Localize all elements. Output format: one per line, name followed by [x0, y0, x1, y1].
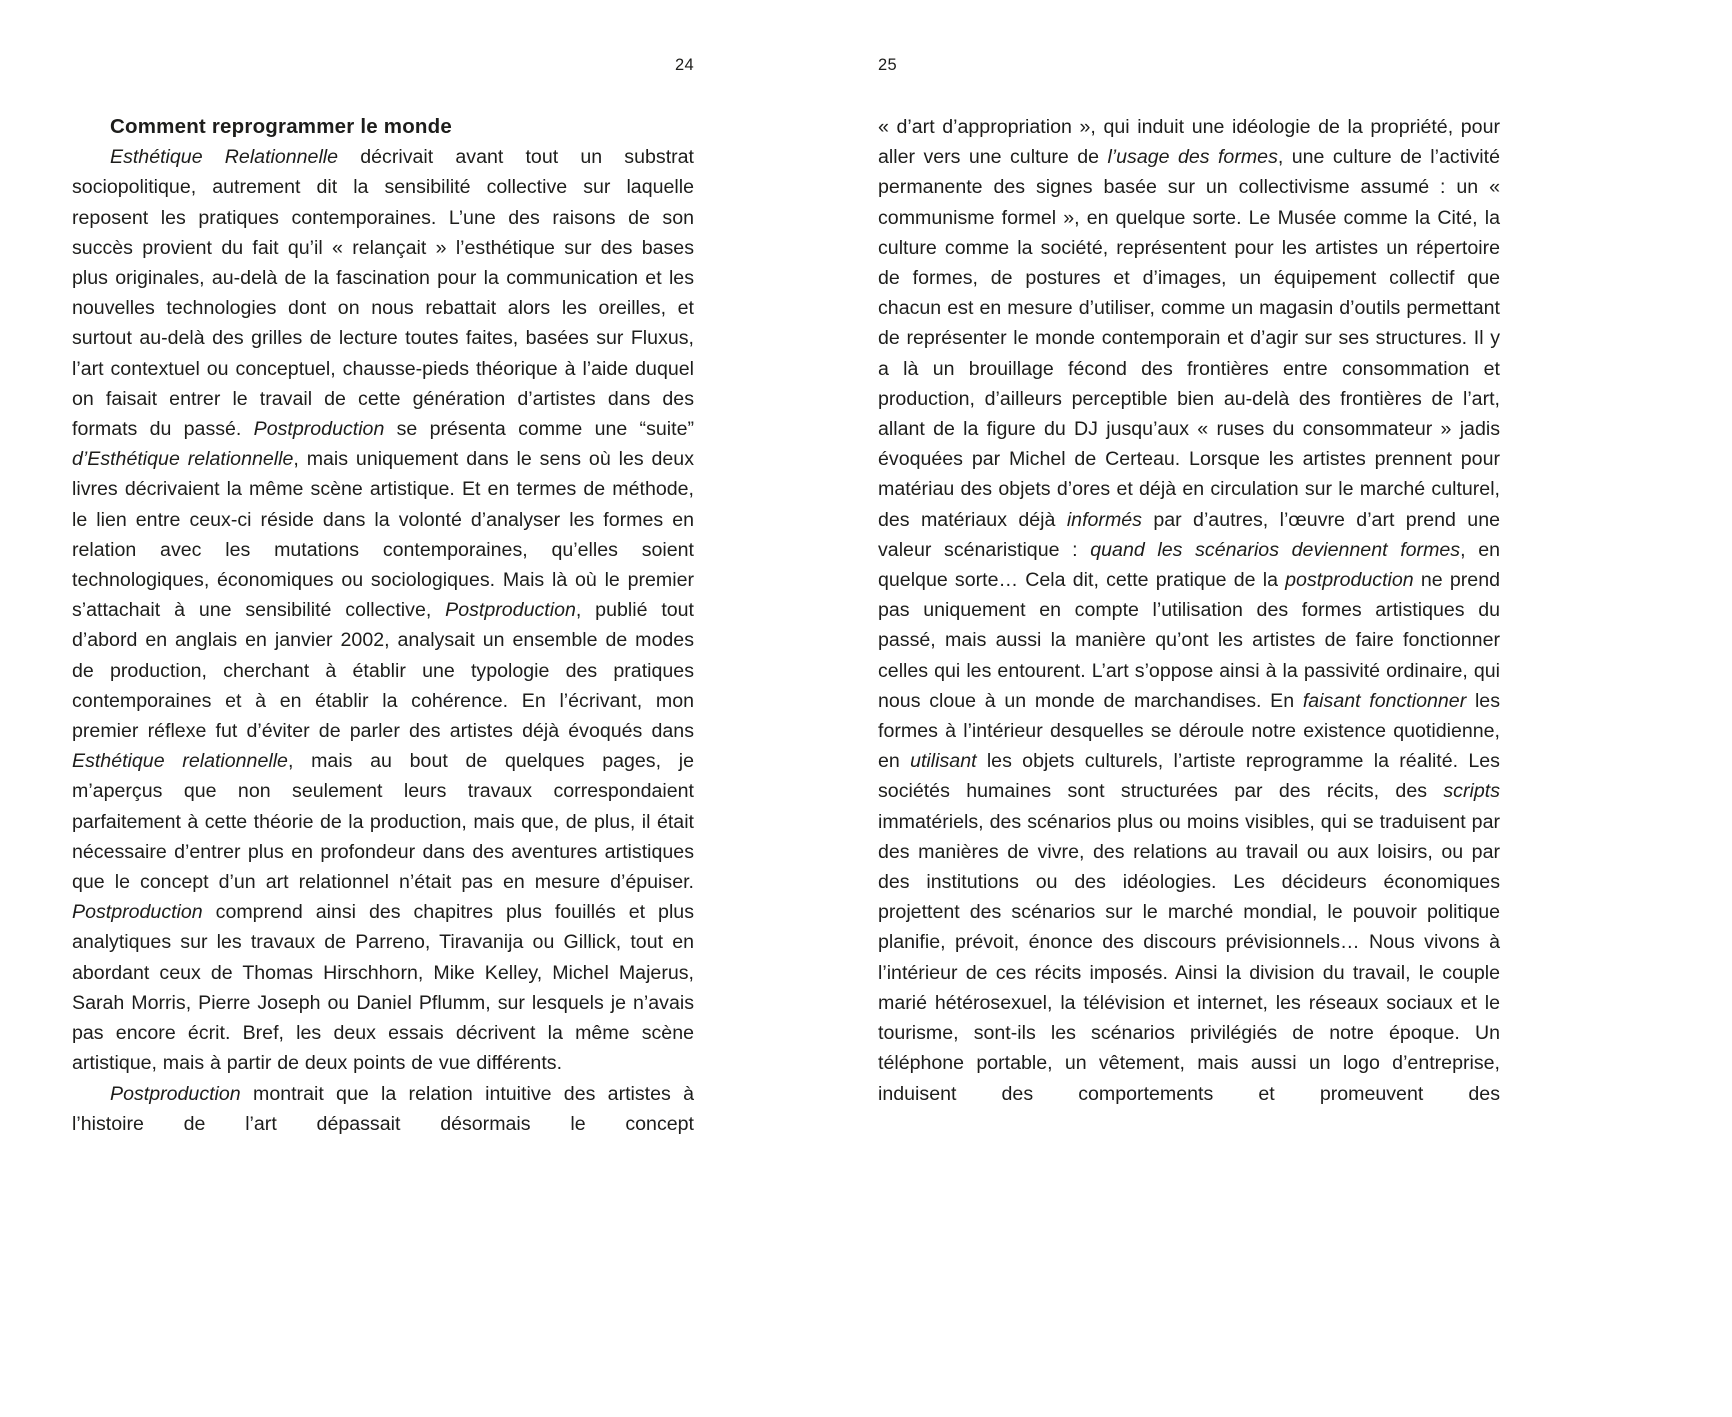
page-number-right: 25 [878, 56, 898, 74]
text-run: , mais au bout de quelques pages, je m’aperçus que non seulement leurs travaux correspondaient parfaitement à cette théorie de la production, mais que, de plus, il était nécessaire d’entrer plus en profondeur dans des aventures artistiques que le concept d’un art relationnel n’était pas en mesure d’épuiser. [72, 750, 694, 894]
italic-text-run: quand les scénarios deviennent formes [1090, 538, 1461, 561]
text-run: les objets culturels, l’artiste reprogramme la réalité. Les sociétés humaines sont structurées par des récits, des [878, 750, 1500, 803]
text-run: montrait que la relation intuitive des artistes à l’histoire de l’art dépassait désormais le concept [72, 1082, 694, 1135]
italic-text-run: scripts [1443, 780, 1500, 803]
italic-text-run: Postproduction [110, 1082, 241, 1105]
italic-text-run: Postproduction [72, 901, 203, 924]
text-run: décrivait avant tout un substrat sociopolitique, autrement dit la sensibilité collective sur laquelle reposent les pratiques contemporaines. L’une des raisons de son succès provient du fait qu’il « relançait » l’esthétique sur des bases plus originales, au-delà de la fascination pour la communication et les nouvelles technologies dont on nous rebattait alors les oreilles, et surtout au-delà des grilles de lecture toutes faites, basées sur Fluxus, l’art contextuel ou conceptuel, chausse-pieds théorique à l’aide duquel on faisait entrer le travail de cette génération d’artistes dans des formats du passé. [72, 146, 694, 441]
text-column-right [878, 112, 1500, 1109]
italic-text-run: postproduction [1285, 569, 1414, 592]
text-column-left [72, 112, 694, 1139]
text-run: comprend ainsi des chapitres plus fouillés et plus analytiques sur les travaux de Parreno, Tiravanija ou Gillick, tout en abordant ceux de Thomas Hirschhorn, Mike Kelley, Michel Majerus, Sarah Morris, Pierre Joseph ou Daniel Pflumm, sur lesquels je n’avais pas encore écrit. Bref, les deux essais décrivent la même scène artistique, mais à partir de deux points de vue différents. [72, 901, 694, 1075]
italic-text-run: Esthétique relationnelle [72, 750, 288, 773]
italic-text-run: utilisant [910, 750, 977, 773]
text-run: immatériels, des scénarios plus ou moins visibles, qui se traduisent par des manières de vivre, des relations au travail ou aux loisirs, ou par des institutions ou des idéologies. Les décideurs économiques projettent des scénarios sur le marché mondial, le pouvoir politique planifie, prévoit, énonce des discours prévisionnels… Nous vivons à l’intérieur de ces récits imposés. Ainsi la division du travail, le couple marié hétérosexuel, la télévision et internet, les réseaux sociaux et le tourisme, sont-ils les scénarios privilégiés de notre époque. Un téléphone portable, un vêtement, mais aussi un logo d’entreprise, induisent des comportements et promeuvent des [878, 810, 1500, 1105]
text-run: se présenta comme une “suite” [384, 418, 694, 441]
page-number-left: 24 [674, 56, 694, 74]
italic-text-run: Postproduction [445, 599, 576, 622]
paragraph [72, 142, 694, 1078]
italic-text-run: d’Esthétique relationnelle [72, 448, 294, 471]
text-run: ne prend pas uniquement en compte l’utilisation des formes artistiques du passé, mais aussi la manière qu’ont les artistes de faire fonctionner celles qui les entourent. L’art s’oppose ainsi à la passivité ordinaire, qui nous cloue à un monde de marchandises. En [878, 569, 1500, 712]
chapter-heading: Comment reprogrammer le monde [110, 115, 452, 138]
text-run: , en quelque sorte… Cela dit, cette pratique de la [878, 538, 1500, 592]
italic-text-run: Esthétique Relationnelle [110, 146, 339, 169]
italic-text-run: informés [1066, 508, 1142, 531]
body-text-left [72, 142, 694, 1139]
text-run: les formes à l’intérieur desquelles se déroule notre existence quotidienne, en [878, 689, 1500, 773]
text-run: par d’autres, l’œuvre d’art prend une valeur scénaristique : [878, 508, 1500, 561]
text-run: « d’art d’appropriation », qui induit une idéologie de la propriété, pour aller vers une culture de [878, 116, 1500, 169]
paragraph [72, 1079, 694, 1139]
page-25 [878, 0, 1500, 1417]
italic-text-run: l’usage des formes [1107, 146, 1278, 169]
body-text-right [878, 112, 1500, 1109]
text-run: , publié tout d’abord en anglais en janvier 2002, analysait un ensemble de modes de production, cherchant à établir une typologie des pratiques contemporaines et à en établir la cohérence. En l’écrivant, mon premier réflexe fut d’éviter de parler des artistes déjà évoqués dans [72, 599, 695, 743]
text-run: , une culture de l’activité permanente des signes basée sur un collectivisme assumé : un « communisme formel », en quelque sorte. Le Musée comme la Cité, la culture comme la société, représentent pour les artistes un répertoire de formes, de postures et d’images, un équipement collectif que chacun est en mesure d’utiliser, comme un magasin d’outils permettant de représenter le monde contemporain et d’agir sur ses structures. Il y a là un brouillage fécond des frontières entre consommation et production, d’ailleurs perceptible bien au-delà des frontières de l’art, allant de la figure du DJ jusqu’aux « ruses du consommateur » jadis évoquées par Michel de Certeau. Lorsque les artistes prennent pour matériau des objets d’ores et déjà en circulation sur le marché culturel, des matériaux déjà [878, 146, 1500, 531]
paragraph [878, 112, 1500, 1109]
text-run: , mais uniquement dans le sens où les deux livres décrivaient la même scène artistique. Et en termes de méthode, le lien entre ceux-ci réside dans la volonté d’analyser les formes en relation avec les mutations contemporaines, qu’elles soient technologiques, économiques ou sociologiques. Mais là où le premier s’attachait à une sensibilité collective, [72, 448, 694, 622]
italic-text-run: Postproduction [253, 418, 385, 441]
page-24 [72, 0, 694, 1417]
italic-text-run: faisant fonctionner [1302, 689, 1467, 712]
